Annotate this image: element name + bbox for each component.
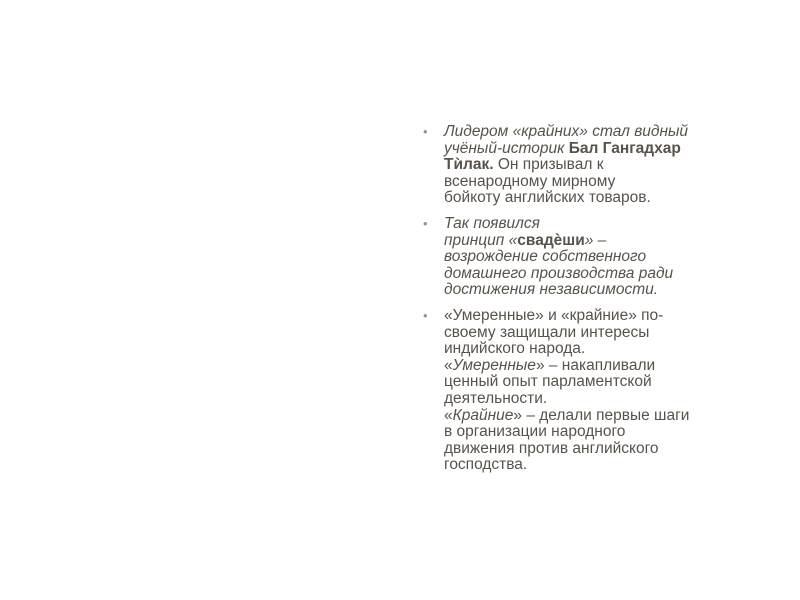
bullet-text: » – делали первые шаги (513, 406, 690, 424)
bullet-text: « (444, 406, 453, 424)
bullet-item-tilak (423, 124, 758, 207)
bullet-item-swadeshi (423, 216, 758, 299)
bullet-text: в организации народного (444, 423, 626, 441)
bullet-text-bold: Бал Гангадхар (568, 139, 681, 157)
bullet-text: Он призывал к (497, 156, 604, 174)
bullet-text: «Умеренные» и «крайние» по- (444, 306, 664, 324)
bullet-text-italic: Так появился (444, 214, 540, 232)
bullet-text-italic: учёный-историк (444, 139, 565, 157)
bullet-text: своему защищали интересы (444, 323, 650, 341)
bullet-text-bold: Тѝлак. (444, 156, 494, 174)
bullet-text: всенародному мирному (444, 172, 616, 190)
bullet-text-italic: домашнего производства ради (444, 264, 674, 282)
bullet-text: индийского народа. (444, 340, 586, 358)
text-block (423, 124, 758, 483)
bullet-text-italic: » – (584, 231, 607, 249)
bullet-text-italic: Крайние (452, 406, 514, 424)
bullet-text: ценный опыт парламентской (444, 373, 652, 391)
bullet-text: « (444, 356, 453, 374)
bullet-text: » – накапливали (535, 356, 656, 374)
bullet-text: движения против английского (444, 439, 659, 457)
bullet-dot-icon: • (423, 215, 428, 231)
bullet-text-bold: свадѐши (517, 231, 585, 249)
bullet-dot-icon: • (423, 307, 428, 323)
bullet-text-italic: возрождение собственного (444, 248, 647, 266)
bullet-text-italic: Лидером «крайних» стал видный (444, 123, 689, 140)
bullet-dot-icon: • (423, 124, 428, 139)
bullet-text-italic: достижения независимости. (444, 281, 659, 299)
bullet-text: господства. (444, 456, 528, 474)
bullet-text: бойкоту английских товаров. (444, 189, 651, 207)
bullet-text-italic: принцип « (444, 231, 518, 249)
bullet-text: деятельности. (444, 389, 548, 407)
bullet-list (423, 124, 758, 474)
bullet-item-moderates (423, 308, 758, 474)
bullet-text-italic: Умеренные (452, 356, 536, 374)
